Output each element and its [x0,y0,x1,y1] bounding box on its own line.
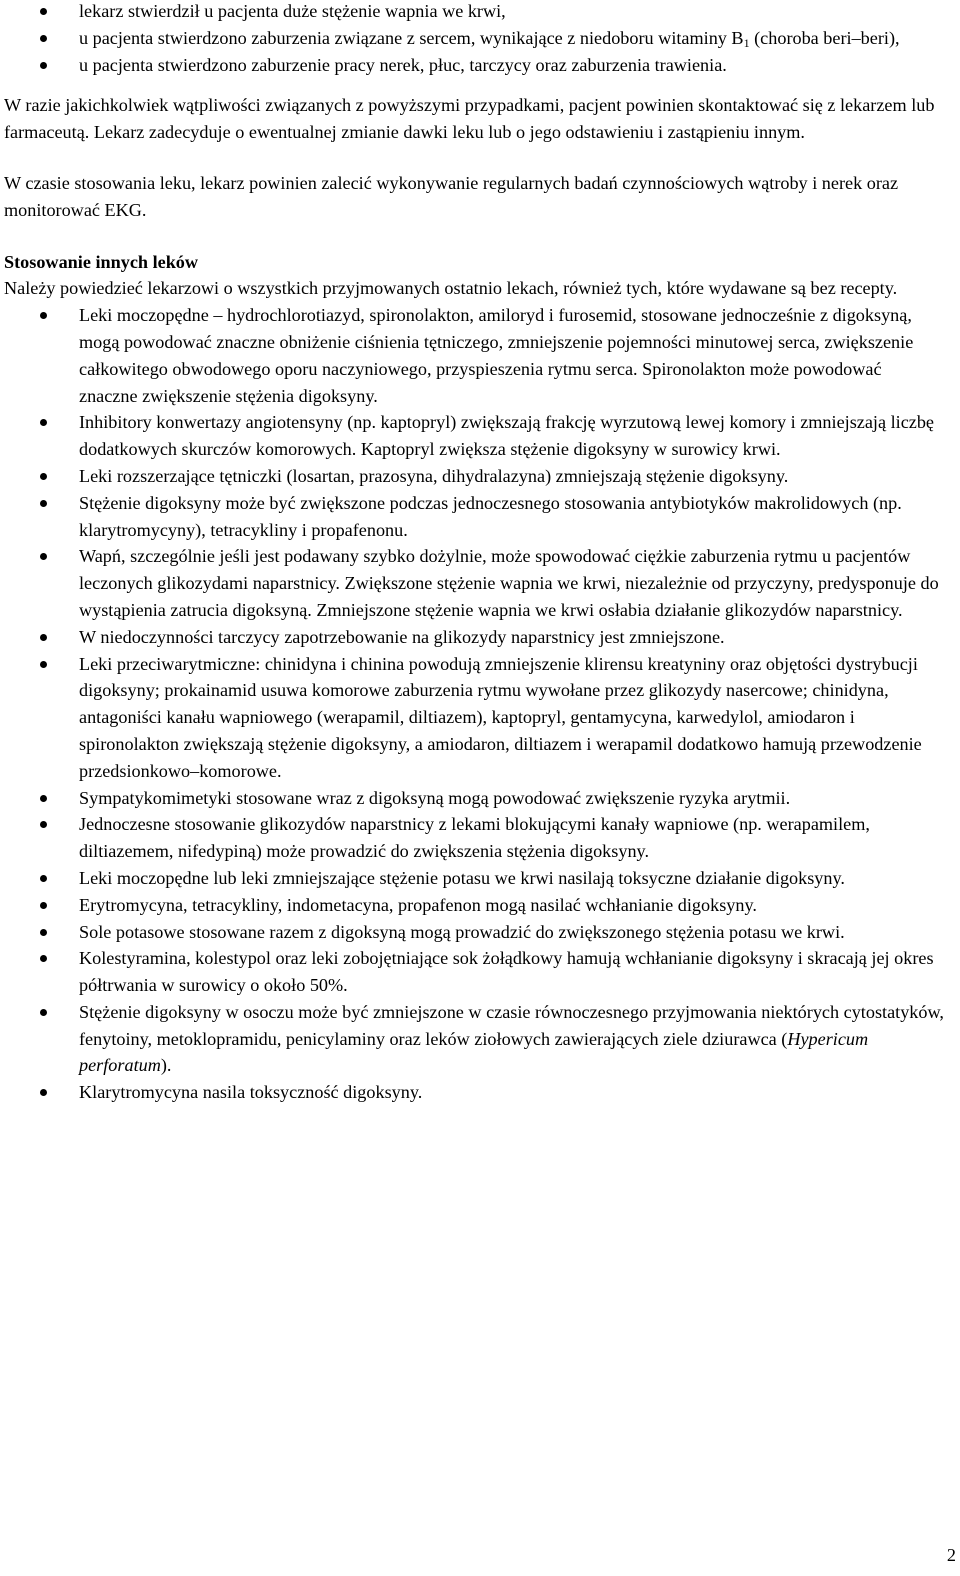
list-item: Wapń, szczególnie jeśli jest podawany szybko dożylnie, może spowodować ciężkie zaburzenia rytmu u pacjentów leczonych glikozydami naparstnicy. Zwiększone stężenie wapnia we krwi, niezależnie od przyczyny, predysponuje do wystąpienia zatrucia digoksyną. Zmniejszone stężenie wapnia we krwi osłabia działanie glikozydów naparstnicy. [4,543,944,623]
bullet-icon [40,473,47,480]
bullet-icon [40,419,47,426]
section-other-drugs [4,249,944,1107]
intro-list [4,0,944,78]
list-item: Erytromycyna, tetracykliny, indometacyna, propafenon mogą nasilać wchłanianie digoksyny. [4,892,944,919]
bullet-icon [40,902,47,909]
list-item: Stężenie digoksyny może być zwiększone podczas jednoczesnego stosowania antybiotyków makrolidowych (np. klarytromycyny), tetracykliny i propafenonu. [4,490,944,544]
bullet-icon [40,821,47,828]
list-item: lekarz stwierdził u pacjenta duże stężenie wapnia we krwi, [4,0,944,25]
list-item: Kolestyramina, kolestypol oraz leki zobojętniające sok żołądkowy hamują wchłanianie digoksyny i skracają jej okres półtrwania w surowicy o około 50%. [4,945,944,999]
list-item: Leki rozszerzające tętniczki (losartan, prazosyna, dihydralazyna) zmniejszają stężenie digoksyny. [4,463,944,490]
list-item: Sympatykomimetyki stosowane wraz z digoksyną mogą powodować zwiększenie ryzyka arytmii. [4,785,944,812]
list-item: Leki moczopędne – hydrochlorotiazyd, spironolakton, amiloryd i furosemid, stosowane jednocześnie z digoksyną, mogą powodować znaczne obniżenie ciśnienia tętniczego, zmniejszenie pojemności minutowej serca, zwiększenie całkowitego obwodowego oporu naczyniowego, przyspieszenia rytmu serca. Spironolakton może powodować znaczne zwiększenie stężenia digoksyny. [4,302,944,409]
latin-name: Hypericum perforatum [79,1028,869,1076]
bullet-icon [40,634,47,641]
bullet-icon [40,62,47,69]
list-item: Leki przeciwarytmiczne: chinidyna i chinina powodują zmniejszenie klirensu kreatyniny oraz objętości dystrybucji digoksyny; prokainamid usuwa komorowe zaburzenia rytmu wywołane przez glikozydy nasercowe; chinidyna, antagoniści kanału wapniowego (werapamil, diltiazem), kaptopryl, gentamycyna, karwedylol, amiodaron i spironolakton zwiększają stężenie digoksyny, a amiodaron, diltiazem i werapamil dodatkowo hamują przewodzenie przedsionkowo–komorowe. [4,651,944,785]
interactions-list [4,302,944,1106]
list-item: Stężenie digoksyny w osoczu może być zmniejszone w czasie równoczesnego przyjmowania niektórych cytostatyków, fenytoiny, metoklopramidu, penicylaminy oraz leków ziołowych zawierających ziele dziurawca (Hypericum perforatum). [4,999,944,1079]
document-page [4,0,944,1106]
list-item: u pacjenta stwierdzono zaburzenia związane z sercem, wynikające z niedoboru witaminy $B_1$ (choroba beri–beri), [4,25,944,52]
bullet-icon [40,312,47,319]
bullet-icon [40,8,47,15]
bullet-icon [40,553,47,560]
bullet-icon [40,35,47,42]
bullet-icon [40,955,47,962]
section-intro: Należy powiedzieć lekarzowi o wszystkich przyjmowanych ostatnio lekach, również tych, które wydawane są bez recepty. [4,278,898,299]
list-item: Jednoczesne stosowanie glikozydów naparstnicy z lekami blokującymi kanały wapniowe (np. werapamilem, diltiazemem, nifedypiną) może prowadzić do zwiększenia stężenia digoksyny. [4,811,944,865]
list-item: u pacjenta stwierdzono zaburzenie pracy nerek, płuc, tarczycy oraz zaburzenia trawienia. [4,52,944,79]
bullet-icon [40,875,47,882]
list-item: Leki moczopędne lub leki zmniejszające stężenie potasu we krwi nasilają toksyczne działanie digoksyny. [4,865,944,892]
bullet-icon [40,1009,47,1016]
list-item: Inhibitory konwertazy angiotensyny (np. kaptopryl) zwiększają frakcję wyrzutową lewej komory i zmniejszają liczbę dodatkowych skurczów komorowych. Kaptopryl zwiększa stężenie digoksyny w surowicy krwi. [4,409,944,463]
list-item: Klarytromycyna nasila toksyczność digoksyny. [4,1079,944,1106]
paragraph-monitoring: W czasie stosowania leku, lekarz powinien zalecić wykonywanie regularnych badań czynnościowych wątroby i nerek oraz monitorować EKG. [4,172,899,220]
bullet-icon [40,795,47,802]
bullet-icon [40,500,47,507]
subscript: 1 [743,35,750,50]
paragraph-consult: W razie jakichkolwiek wątpliwości związanych z powyższymi przypadkami, pacjent powinien skontaktować się z lekarzem lub farmaceutą. Lekarz zadecyduje o ewentualnej zmianie dawki leku lub o jego odstawieniu i zastąpieniu innym. [4,95,935,143]
bullet-icon [40,929,47,936]
list-item: Sole potasowe stosowane razem z digoksyną mogą prowadzić do zwiększonego stężenia potasu we krwi. [4,919,944,946]
list-item: W niedoczynności tarczycy zapotrzebowanie na glikozydy naparstnicy jest zmniejszone. [4,624,944,651]
bullet-icon [40,1089,47,1096]
page-number: 2 [946,1545,956,1565]
bullet-icon [40,661,47,668]
section-title: Stosowanie innych leków [4,251,199,272]
